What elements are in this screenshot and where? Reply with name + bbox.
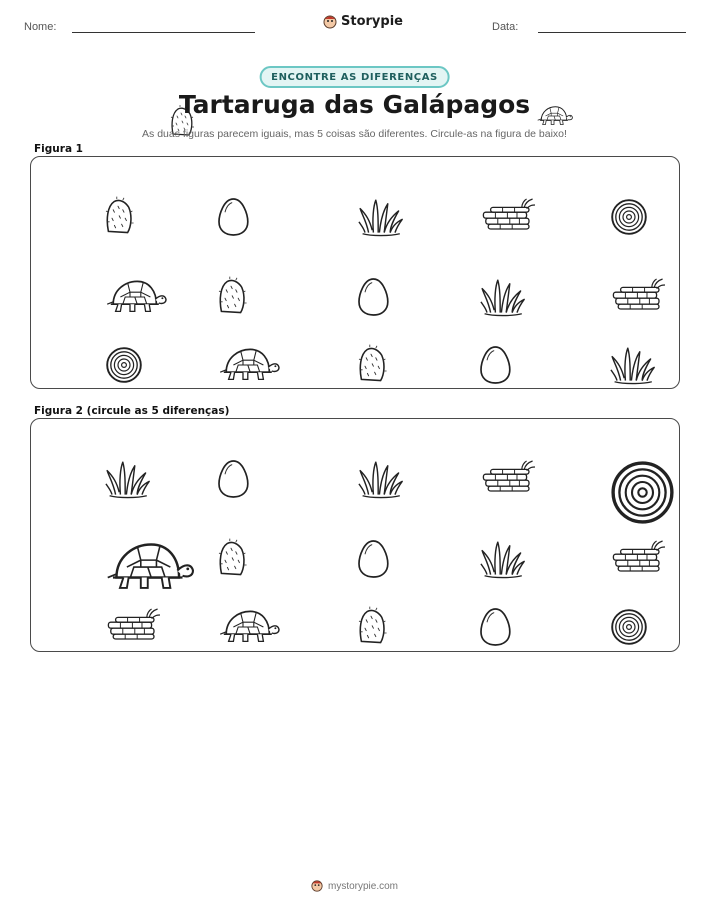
name-label: Nome: (24, 21, 57, 33)
date-line[interactable] (538, 32, 686, 33)
grass-icon (459, 260, 502, 298)
sugarcane-icon[interactable] (585, 525, 638, 556)
footer-url[interactable]: mystorypie.com (327, 880, 398, 892)
cactus-icon (346, 329, 372, 365)
tortoise-icon (190, 329, 248, 365)
figure1-label: Figura 1 (34, 143, 83, 155)
egg-icon[interactable] (345, 523, 374, 559)
egg-icon (205, 181, 234, 217)
sugarcane-icon[interactable] (455, 445, 508, 476)
egg-icon[interactable] (205, 443, 234, 479)
sugarcane-icon[interactable] (80, 593, 133, 624)
brand-logo (323, 14, 403, 29)
figure2-panel[interactable] (30, 418, 680, 652)
page-title: Tartaruga das Galápagos (178, 90, 531, 119)
cactus-icon[interactable] (206, 523, 232, 559)
sugarcane-icon (455, 183, 508, 214)
brand-name: Storypie (341, 14, 403, 29)
tortoise-icon (77, 261, 135, 297)
tortoise-icon[interactable] (190, 591, 248, 627)
egg-icon (345, 261, 374, 297)
tree-stump-icon[interactable] (580, 430, 643, 493)
sugarcane-icon (585, 263, 638, 294)
cactus-icon (93, 181, 119, 217)
cactus-icon (206, 261, 232, 297)
cactus-icon[interactable] (346, 591, 372, 627)
grass-icon[interactable] (459, 522, 502, 560)
egg-icon (467, 329, 496, 365)
figure1-panel (30, 156, 680, 389)
activity-badge: ENCONTRE AS DIFERENÇAS (259, 66, 450, 88)
storypie-mascot-icon (323, 15, 337, 29)
name-line[interactable] (72, 32, 255, 33)
tortoise-icon[interactable] (64, 515, 148, 567)
tree-stump-icon[interactable] (593, 591, 629, 627)
grass-icon[interactable] (337, 442, 380, 480)
date-label: Data: (492, 21, 519, 33)
tree-stump-icon (593, 181, 629, 217)
instructions: As duas figuras parecem iguais, mas 5 coisas são diferentes. Circule-as na figura de baixo! (142, 128, 567, 140)
footer (0, 880, 709, 892)
tree-stump-icon (88, 329, 124, 365)
figure2-label: Figura 2 (circule as 5 diferenças) (34, 405, 230, 417)
title-tortoise-icon (520, 94, 554, 116)
grass-icon[interactable] (84, 442, 127, 480)
grass-icon (337, 180, 380, 218)
grass-icon (589, 328, 632, 366)
egg-icon[interactable] (467, 591, 496, 627)
storypie-footer-icon (311, 880, 323, 892)
